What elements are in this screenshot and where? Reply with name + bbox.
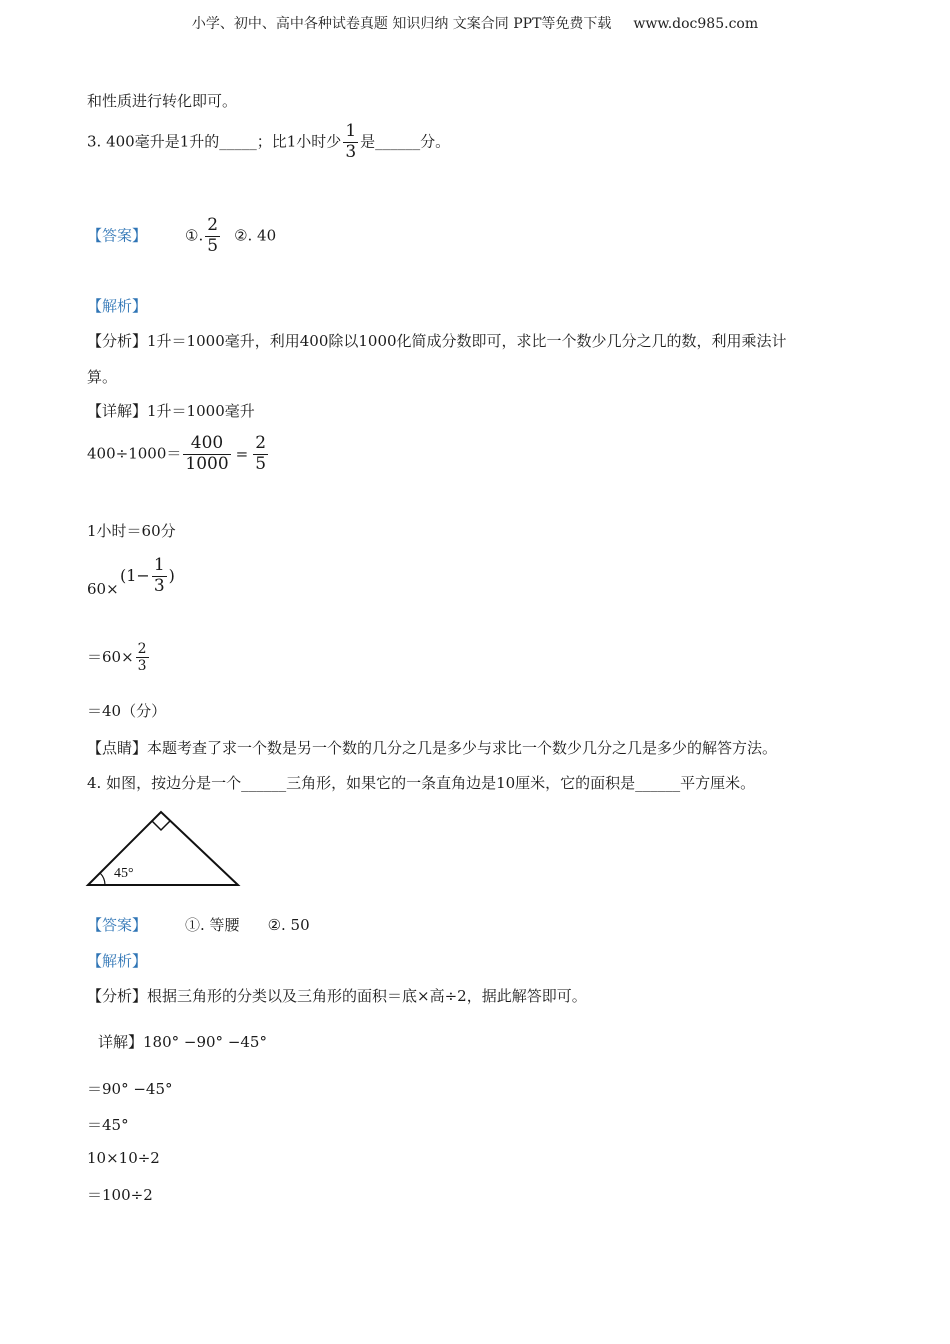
- q3-stem-fraction: [343, 122, 358, 162]
- q4-work-line-1: 详解】180° −90° −45°: [98, 1033, 267, 1051]
- fenxi-text: 1升＝1000毫升，利用400除以1000化简成分数即可，求比一个数少几分之几的数，利用乘法计: [147, 332, 787, 350]
- triangle-figure: [82, 805, 247, 895]
- dianjing-text: 本题考查了求一个数是另一个数的几分之几是多少与求比一个数少几分之几是多少的解答方法。: [147, 739, 778, 757]
- prev-analysis-tail: 和性质进行转化即可。: [87, 92, 238, 110]
- q4-work-line-3: ＝45°: [87, 1116, 129, 1134]
- q4-work-line-5: ＝100÷2: [87, 1186, 153, 1204]
- answer-2: ②. 40: [234, 226, 277, 245]
- xiangjie-text: 1升＝1000毫升: [147, 402, 255, 420]
- q3-equation-2: [87, 580, 119, 598]
- q4-answer: [87, 914, 310, 935]
- q3-equation-2-paren: [120, 556, 175, 596]
- answer-label: 【答案】: [87, 916, 148, 934]
- q3-stem-part-b: 是______分。: [360, 132, 451, 151]
- question-4-stem: 4. 如图，按边分是一个______三角形，如果它的一条直角边是10厘米，它的面积是______平方厘米。: [87, 774, 756, 792]
- q3-hour-line: 1小时＝60分: [87, 522, 176, 540]
- fraction-denominator: 3: [153, 575, 165, 596]
- q3-equation-3: [87, 641, 151, 674]
- q4-work-line-4: 10×10÷2: [87, 1149, 160, 1167]
- question-3-stem: [87, 122, 450, 162]
- page-header: [0, 13, 950, 33]
- eq1-fraction-1: [183, 434, 230, 474]
- fraction-denominator: 3: [345, 141, 357, 162]
- fenxi-text: 根据三角形的分类以及三角形的面积＝底×高÷2，据此解答即可。: [147, 987, 587, 1005]
- q3-equation-1: [87, 434, 270, 474]
- eq1-lhs: 400÷1000＝: [87, 444, 182, 463]
- fraction-numerator: 2: [137, 641, 147, 657]
- fraction-numerator: 2: [207, 215, 219, 235]
- q3-dianjing: [87, 737, 777, 758]
- fenxi-label: 【分析】: [87, 987, 148, 1005]
- answer-1: ①. 等腰: [185, 916, 240, 934]
- eq1-fraction-2: [253, 434, 268, 474]
- q4-analysis-label: 【解析】: [87, 952, 148, 970]
- q3-equation-4: ＝40（分）: [87, 702, 167, 720]
- eq2-prefix: 60×: [87, 580, 119, 598]
- q3-xiangjie: [87, 400, 255, 421]
- xiangjie-label: 【详解】: [87, 402, 148, 420]
- q3-answer: [87, 216, 276, 256]
- fraction-denominator: 1000: [185, 453, 229, 474]
- eq1-equals: =: [235, 444, 249, 463]
- q3-analysis-label: 【解析】: [87, 297, 148, 315]
- fraction-denominator: 3: [137, 658, 147, 675]
- dianjing-label: 【点睛】: [87, 739, 148, 757]
- q3-stem-part-a: 3. 400毫升是1升的_____；比1小时少: [87, 132, 342, 151]
- eq3-fraction: [136, 641, 149, 674]
- eq2-fraction: [152, 556, 167, 596]
- header-text: 小学、初中、高中各种试卷真题 知识归纳 文案合同 PPT等免费下载: [191, 16, 612, 32]
- eq2-paren-close: ): [168, 566, 175, 586]
- answer-label: 【答案】: [87, 226, 148, 245]
- right-angle-mark: [152, 821, 170, 830]
- answer-2: ②. 50: [267, 916, 310, 934]
- eq2-paren-open: (1−: [120, 566, 150, 586]
- q4-fenxi: [87, 985, 587, 1006]
- q3-fenxi-cont: 算。: [87, 368, 118, 386]
- angle-label: 45°: [114, 866, 134, 881]
- fraction-denominator: 5: [207, 235, 219, 256]
- answer-1-prefix: ①.: [185, 226, 204, 245]
- fraction-numerator: 1: [345, 121, 357, 141]
- fraction-numerator: 400: [183, 434, 230, 455]
- angle-arc: [100, 873, 105, 885]
- fraction-denominator: 5: [255, 453, 267, 474]
- fraction-numerator: 2: [255, 433, 267, 453]
- fraction-numerator: 1: [153, 555, 165, 575]
- fenxi-label: 【分析】: [87, 332, 148, 350]
- right-isosceles-triangle: [88, 812, 238, 885]
- q3-fenxi: [87, 330, 787, 351]
- answer-1-fraction: [205, 216, 220, 256]
- eq3-prefix: ＝60×: [87, 648, 134, 667]
- header-site: www.doc985.com: [633, 16, 759, 32]
- q4-work-line-2: ＝90° −45°: [87, 1080, 173, 1098]
